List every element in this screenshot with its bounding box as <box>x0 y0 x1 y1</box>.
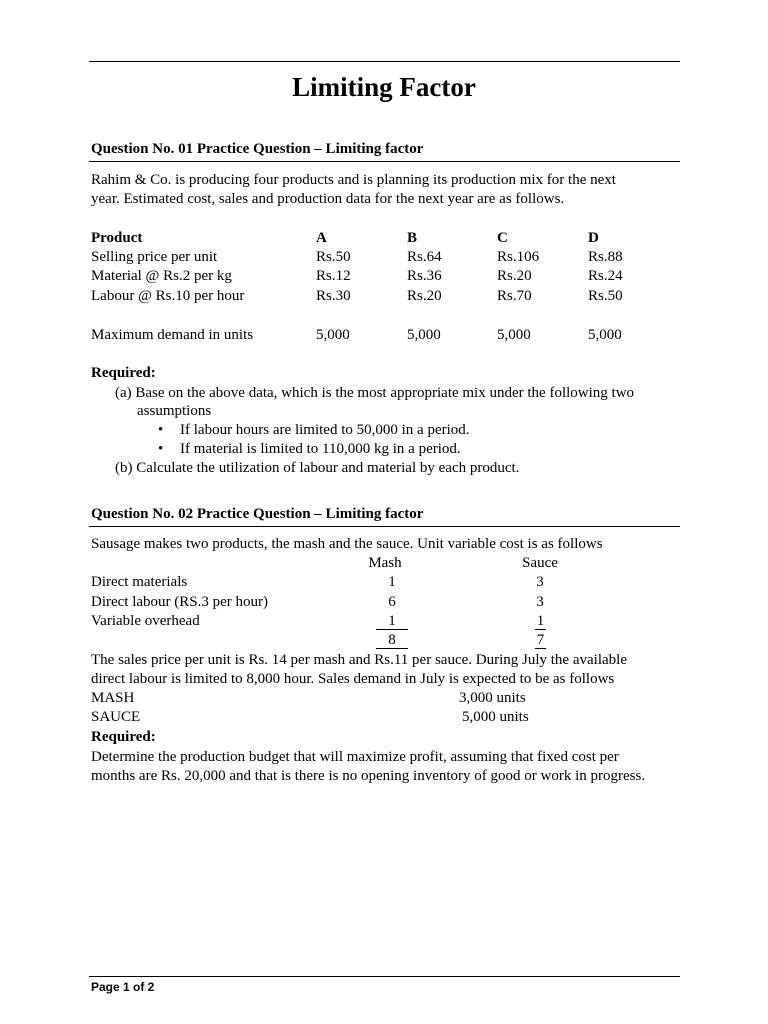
q2-total-mash: 8 <box>376 633 408 649</box>
q1-bullet-text: If labour hours are limited to 50,000 in a period. <box>180 422 470 438</box>
q1-table-header-product: Product <box>91 230 143 246</box>
q1-bullet-text: If material is limited to 110,000 kg in a period. <box>180 441 461 457</box>
q2-row-sauce <box>535 612 546 631</box>
q2-heading: Question No. 02 Practice Question – Limiting factor <box>91 506 424 522</box>
q1-table-header-c: C <box>497 230 508 246</box>
bullet-icon: • <box>158 422 164 438</box>
q2-row-mash: 1 <box>388 574 396 590</box>
q2-total-sauce: 7 <box>536 632 545 648</box>
q1-demand-value: 5,000 <box>588 327 622 343</box>
q2-total-mash-wrap <box>376 631 408 650</box>
q2-overhead-mash: 1 <box>376 614 408 630</box>
q2-demand-value: 3,000 units <box>459 690 526 706</box>
q1-demand-value: 5,000 <box>497 327 531 343</box>
q2-required-label: Required: <box>91 729 156 745</box>
q1-table-cell: Labour @ Rs.10 per hour <box>91 288 245 304</box>
q2-demand-label: SAUCE <box>91 709 141 725</box>
top-rule <box>89 61 680 62</box>
q2-row-label: Direct materials <box>91 574 188 590</box>
footer-rule <box>89 976 680 977</box>
q2-row-label: Variable overhead <box>91 613 200 629</box>
q2-row-mash <box>376 612 408 631</box>
q1-table-cell: Rs.88 <box>588 249 623 265</box>
q1-table-header-a: A <box>316 230 327 246</box>
q2-para-line1: The sales price per unit is Rs. 14 per mash and Rs.11 per sauce. During July the available <box>91 652 627 668</box>
q1-demand-label: Maximum demand in units <box>91 327 254 343</box>
q2-total-sauce-wrap <box>535 631 546 650</box>
q1-item-a-line2: assumptions <box>137 403 212 419</box>
q2-req-line2: months are Rs. 20,000 and that is there is no opening inventory of good or work in progress. <box>91 768 646 784</box>
q1-table-cell: Rs.106 <box>497 249 540 265</box>
q1-table-cell: Rs.12 <box>316 268 351 284</box>
q1-required-label: Required: <box>91 365 156 381</box>
q1-item-a-line1: (a) Base on the above data, which is the most appropriate mix under the following two <box>115 385 635 401</box>
q2-row-mash: 6 <box>388 594 396 610</box>
q1-demand-value: 5,000 <box>316 327 350 343</box>
q1-table-cell: Rs.64 <box>407 249 442 265</box>
q2-req-line1: Determine the production budget that will maximize profit, assuming that fixed cost per <box>91 749 619 765</box>
q1-table-header-d: D <box>588 230 599 246</box>
q1-table-cell: Rs.50 <box>588 288 623 304</box>
q1-table-header-b: B <box>407 230 418 246</box>
q2-row-sauce: 3 <box>536 574 544 590</box>
q1-demand-value: 5,000 <box>407 327 441 343</box>
bullet-icon: • <box>158 441 164 457</box>
q1-table-cell: Rs.24 <box>588 268 623 284</box>
q2-intro: Sausage makes two products, the mash and the sauce. Unit variable cost is as follows <box>91 536 603 552</box>
q1-heading: Question No. 01 Practice Question – Limiting factor <box>91 141 424 157</box>
q1-table-cell: Material @ Rs.2 per kg <box>91 268 232 284</box>
page-number: Page 1 of 2 <box>91 980 155 994</box>
q2-para-line2: direct labour is limited to 8,000 hour. Sales demand in July is expected to be as follows <box>91 671 615 687</box>
q1-bullet-2 <box>158 440 461 459</box>
page-title: Limiting Factor <box>292 72 476 102</box>
q2-col-mash: Mash <box>368 555 402 571</box>
q2-heading-rule <box>89 526 680 527</box>
q2-col-sauce: Sauce <box>522 555 558 571</box>
q1-table-cell: Selling price per unit <box>91 249 218 265</box>
q1-table-cell: Rs.20 <box>497 268 532 284</box>
q1-table-cell: Rs.36 <box>407 268 442 284</box>
q1-table-cell: Rs.70 <box>497 288 532 304</box>
q2-overhead-sauce: 1 <box>536 613 545 629</box>
q2-row-label: Direct labour (RS.3 per hour) <box>91 594 269 610</box>
q2-demand-label: MASH <box>91 690 135 706</box>
q2-row-sauce: 3 <box>536 594 544 610</box>
q1-bullet-1 <box>158 421 470 440</box>
q1-table-cell: Rs.50 <box>316 249 351 265</box>
q1-item-b: (b) Calculate the utilization of labour and material by each product. <box>115 460 520 476</box>
q1-table-cell: Rs.30 <box>316 288 351 304</box>
q1-intro-line2: year. Estimated cost, sales and production data for the next year are as follows. <box>91 191 565 207</box>
q1-intro-line1: Rahim & Co. is producing four products and is planning its production mix for the next <box>91 172 616 188</box>
q1-heading-rule <box>89 161 680 162</box>
q1-table-cell: Rs.20 <box>407 288 442 304</box>
q2-demand-value: 5,000 units <box>462 709 529 725</box>
